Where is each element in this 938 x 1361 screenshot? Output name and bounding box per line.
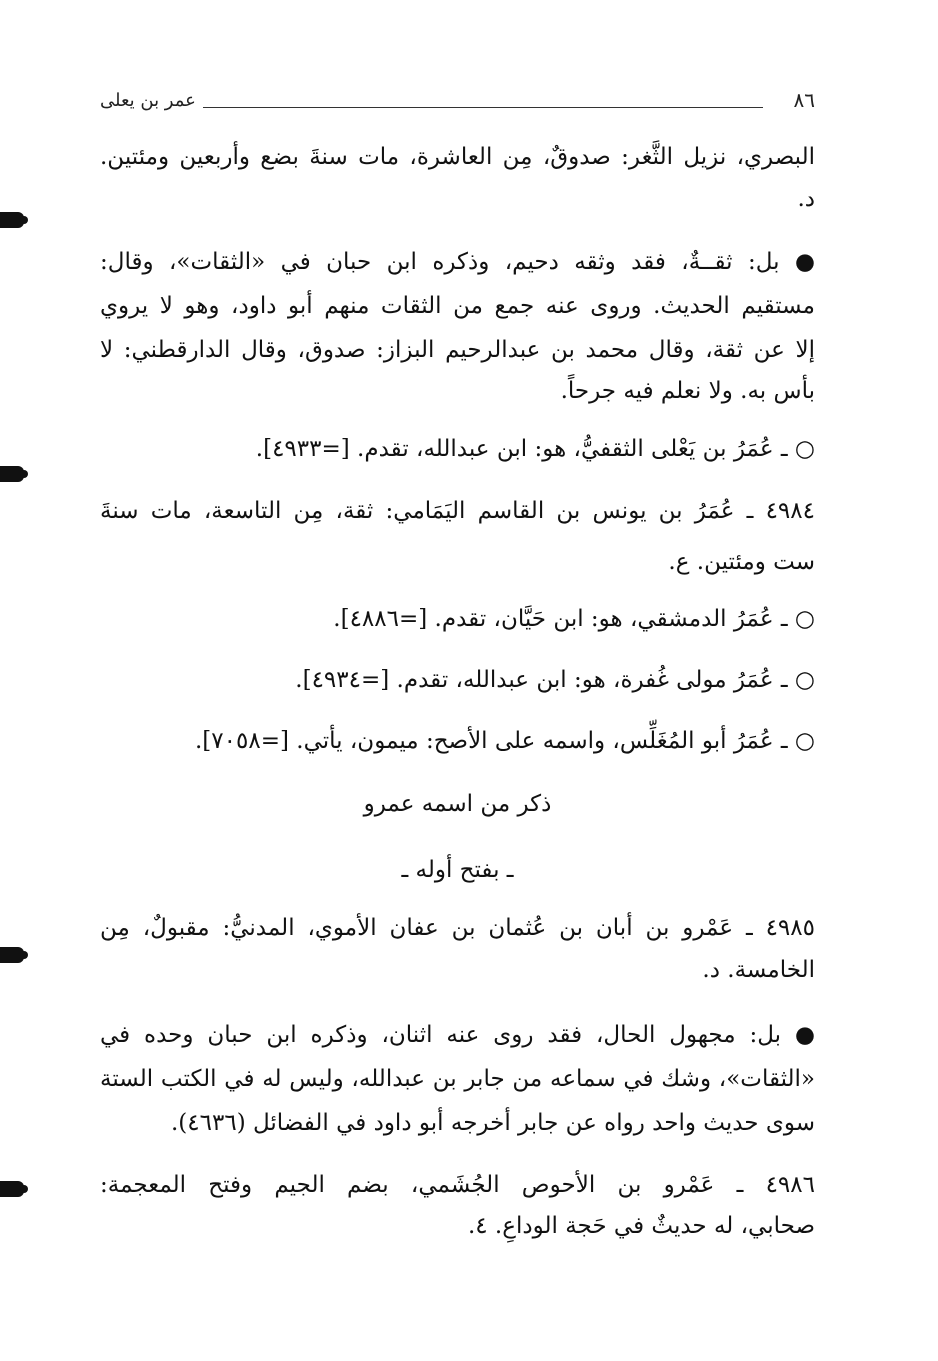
commentary-line: بأس به. ولا نعلم فيه جرحاً. <box>560 378 815 404</box>
entry-4984-continued: ست ومئتين. ع. <box>668 549 815 575</box>
commentary-line: «الثقات»، وشك في سماعه من جابر بن عبدالله، وليس له في الكتب الستة <box>100 1066 815 1092</box>
commentary-line: مستقيم الحديث. وروى عنه جمع من الثقات منهم أبو داود، وهو لا يروي <box>100 293 815 319</box>
cross-reference-entry: ○ ـ عُمَرُ الدمشقي، هو: ابن حَيَّان، تقدم. [=٤٨٨٦]. <box>333 606 815 632</box>
commentary-line: إلا عن ثقة، وقال محمد بن عبدالرحيم البزاز: صدوق، وقال الدارقطني: لا <box>100 337 815 363</box>
page-header <box>100 88 815 118</box>
entry-4985-continued: الخامسة. د. <box>702 957 815 983</box>
text-line: البصري، نزيل الثَّغر: صدوقٌ، مِن العاشرة، مات سنةَ بضع وأربعين ومئتين. <box>100 144 815 170</box>
entry-4985: ٤٩٨٥ ـ عَمْرو بن أبان بن عُثمان بن عفان الأموي، المدنيُّ: مقبولٌ، مِن <box>100 915 815 941</box>
cross-reference-entry: ○ ـ عُمَرُ أبو المُغَلِّس، واسمه على الأصح: ميمون، يأتي. [=٧٠٥٨]. <box>195 728 815 754</box>
scan-binding-mark <box>0 212 24 228</box>
scan-binding-mark <box>0 947 24 963</box>
commentary-line: ● بل: ثقــةٌ، فقد وثقه دحيم، وذكره ابن حبان في «الثقات»، وقال: <box>100 249 815 275</box>
section-heading: ذكر من اسمه عمرو <box>363 791 552 817</box>
commentary-line: سوى حديث واحد رواه عن جابر أخرجه أبو داود في الفضائل (٤٦٣٦). <box>170 1110 815 1136</box>
scan-binding-mark <box>0 466 24 482</box>
commentary-line: ● بل: مجهول الحال، فقد روى عنه اثنان، وذكره ابن حبان وحده في <box>100 1022 815 1048</box>
entry-4986: ٤٩٨٦ ـ عَمْرو بن الأحوص الجُشَمي، بضم الجيم وفتح المعجمة: <box>100 1172 815 1198</box>
entry-4986-continued: صحابي، له حديثٌ في حَجة الوداعِ. ٤. <box>467 1213 815 1239</box>
page-number: ٨٦ <box>793 88 815 112</box>
text-line: د. <box>797 186 815 212</box>
cross-reference-entry: ○ ـ عُمَرُ مولى غُفرة، هو: ابن عبدالله، تقدم. [=٤٩٣٤]. <box>295 667 815 693</box>
scan-binding-mark <box>0 1181 24 1197</box>
entry-4984: ٤٩٨٤ ـ عُمَرُ بن يونس بن القاسم اليَمَامي: ثقة، مِن التاسعة، مات سنةَ <box>100 498 815 524</box>
running-head: عمر بن يعلى <box>100 90 196 111</box>
header-rule <box>203 107 763 108</box>
section-subheading: ـ بفتح أوله ـ <box>401 857 514 883</box>
cross-reference-entry: ○ ـ عُمَرُ بن يَعْلى الثقفيُّ، هو: ابن عبدالله، تقدم. [=٤٩٣٣]. <box>255 436 815 462</box>
